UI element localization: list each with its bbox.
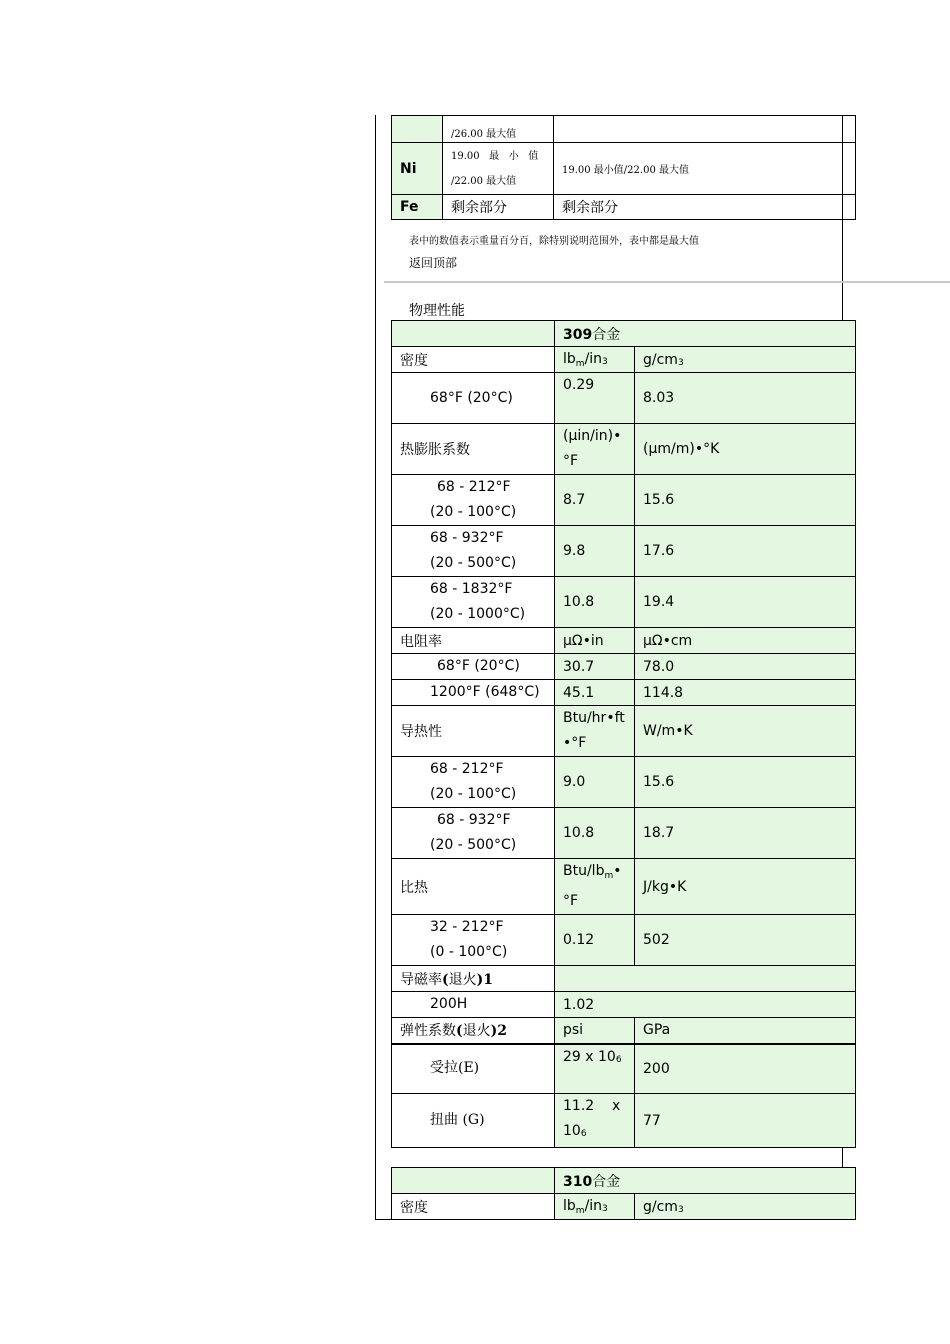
condition-label: 68°F (20°C) xyxy=(392,373,555,424)
unit-cell: g/cm3 xyxy=(635,347,856,373)
value-cell: 45.1 xyxy=(555,680,635,706)
unit-cell: Btu/$lb_m•$ °F xyxy=(555,859,635,915)
table-row xyxy=(392,915,856,966)
back-to-top-link[interactable]: 返回顶部 xyxy=(409,256,458,270)
table-row xyxy=(392,757,856,808)
value-cell xyxy=(554,116,856,143)
condition-label: 68 - 932°F (20 - 500°C) xyxy=(392,808,555,859)
condition-label: 32 - 212°F (0 - 100°C) xyxy=(392,915,555,966)
unit-cell: μΩ•cm xyxy=(635,628,856,654)
condition-label: 200H xyxy=(392,992,555,1018)
condition-label: 68 - 212°F (20 - 100°C) xyxy=(392,475,555,526)
value-cell: 11.2 x 106 xyxy=(555,1094,635,1148)
value-cell: 8.03 xyxy=(635,373,856,424)
property-label: 导磁率(退火)1 xyxy=(392,966,555,992)
value-cell: /26.00 最大值 xyxy=(443,116,554,143)
value-cell: 1.02 xyxy=(555,992,856,1018)
table-row xyxy=(392,1194,856,1220)
table-row xyxy=(392,706,856,757)
unit-cell: (μin/in)• °F xyxy=(555,424,635,475)
alloy-310-properties-table xyxy=(391,1167,856,1220)
value-cell: 77 xyxy=(635,1094,856,1148)
alloy-header: 310合金 xyxy=(555,1168,856,1194)
unit-cell: $lb_m/in3$ xyxy=(555,347,635,373)
property-label: 导热性 xyxy=(392,706,555,757)
table-row xyxy=(392,628,856,654)
divider xyxy=(384,281,950,283)
unit-cell: W/m•K xyxy=(635,706,856,757)
property-label: 密度 xyxy=(392,1194,555,1220)
property-label: 电阻率 xyxy=(392,628,555,654)
table-row xyxy=(392,577,856,628)
value-cell: 9.8 xyxy=(555,526,635,577)
value-cell: 502 xyxy=(635,915,856,966)
alloy-header: 309合金 xyxy=(555,321,856,347)
table-row xyxy=(392,526,856,577)
value-cell: 29 x 106 xyxy=(555,1044,635,1094)
value-line: 19.00 最 小 值 xyxy=(451,150,539,162)
value-cell: 10.8 xyxy=(555,577,635,628)
table-row xyxy=(392,321,856,347)
value-cell: 剩余部分 xyxy=(443,195,554,220)
table-row xyxy=(392,1018,856,1044)
header-blank-cell xyxy=(392,1168,555,1194)
composition-table xyxy=(391,115,856,220)
table-row xyxy=(392,808,856,859)
unit-cell: psi xyxy=(555,1018,635,1044)
table-row xyxy=(392,1168,856,1194)
value-cell: 0.29 xyxy=(555,373,635,424)
value-cell xyxy=(443,143,554,195)
property-label: 热膨胀系数 xyxy=(392,424,555,475)
table-row xyxy=(392,116,856,143)
value-cell: 19.4 xyxy=(635,577,856,628)
table-row xyxy=(392,347,856,373)
condition-label: 68 - 1832°F (20 - 1000°C) xyxy=(392,577,555,628)
unit-cell: Btu/hr•ft •°F xyxy=(555,706,635,757)
value-line: /22.00 最大值 xyxy=(451,175,517,187)
condition-label: 68°F (20°C) xyxy=(392,654,555,680)
value-cell: 15.6 xyxy=(635,475,856,526)
table-row xyxy=(392,1094,856,1148)
unit-cell: $lb_m/in3$ xyxy=(555,1194,635,1220)
property-label: 密度 xyxy=(392,347,555,373)
condition-label: 1200°F (648°C) xyxy=(392,680,555,706)
property-label: 比热 xyxy=(392,859,555,915)
condition-label: 扭曲 (G) xyxy=(392,1094,555,1148)
table-row xyxy=(392,195,856,220)
value-cell: 114.8 xyxy=(635,680,856,706)
value-cell: 200 xyxy=(635,1044,856,1094)
value-cell: 8.7 xyxy=(555,475,635,526)
value-cell: 17.6 xyxy=(635,526,856,577)
table-note: 表中的数值表示重量百分百，除特别说明范围外，表中都是最大值 xyxy=(409,236,699,247)
unit-cell: (μm/m)•°K xyxy=(635,424,856,475)
alloy-309-properties-table xyxy=(391,320,856,1148)
value-cell: 15.6 xyxy=(635,757,856,808)
unit-cell: μΩ•in xyxy=(555,628,635,654)
unit-cell: g/cm3 xyxy=(635,1194,856,1220)
header-blank-cell xyxy=(392,321,555,347)
page-frame-left xyxy=(375,115,376,1220)
unit-cell: J/kg•K xyxy=(635,859,856,915)
table-row xyxy=(392,680,856,706)
section-title: 物理性能 xyxy=(409,303,465,319)
value-cell: 18.7 xyxy=(635,808,856,859)
table-row xyxy=(392,143,856,195)
value-cell: 0.12 xyxy=(555,915,635,966)
unit-cell: GPa xyxy=(635,1018,856,1044)
unit-cell xyxy=(555,966,856,992)
value-cell: 10.8 xyxy=(555,808,635,859)
property-label: 弹性系数(退火)2 xyxy=(392,1018,555,1044)
table-row xyxy=(392,859,856,915)
table-row xyxy=(392,424,856,475)
table-row xyxy=(392,966,856,992)
element-cell: Fe xyxy=(392,195,443,220)
element-cell: Ni xyxy=(392,143,443,195)
table-row xyxy=(392,654,856,680)
value-cell: 9.0 xyxy=(555,757,635,808)
condition-label: 68 - 212°F (20 - 100°C) xyxy=(392,757,555,808)
table-row xyxy=(392,1044,856,1094)
table-row xyxy=(392,992,856,1018)
element-cell xyxy=(392,116,443,143)
condition-label: 68 - 932°F (20 - 500°C) xyxy=(392,526,555,577)
table-row xyxy=(392,475,856,526)
table-row xyxy=(392,373,856,424)
value-cell: 78.0 xyxy=(635,654,856,680)
value-cell: 剩余部分 xyxy=(554,195,856,220)
value-cell: 19.00 最小值/22.00 最大值 xyxy=(554,143,856,195)
condition-label: 受拉(E) xyxy=(392,1044,555,1094)
value-cell: 30.7 xyxy=(555,654,635,680)
